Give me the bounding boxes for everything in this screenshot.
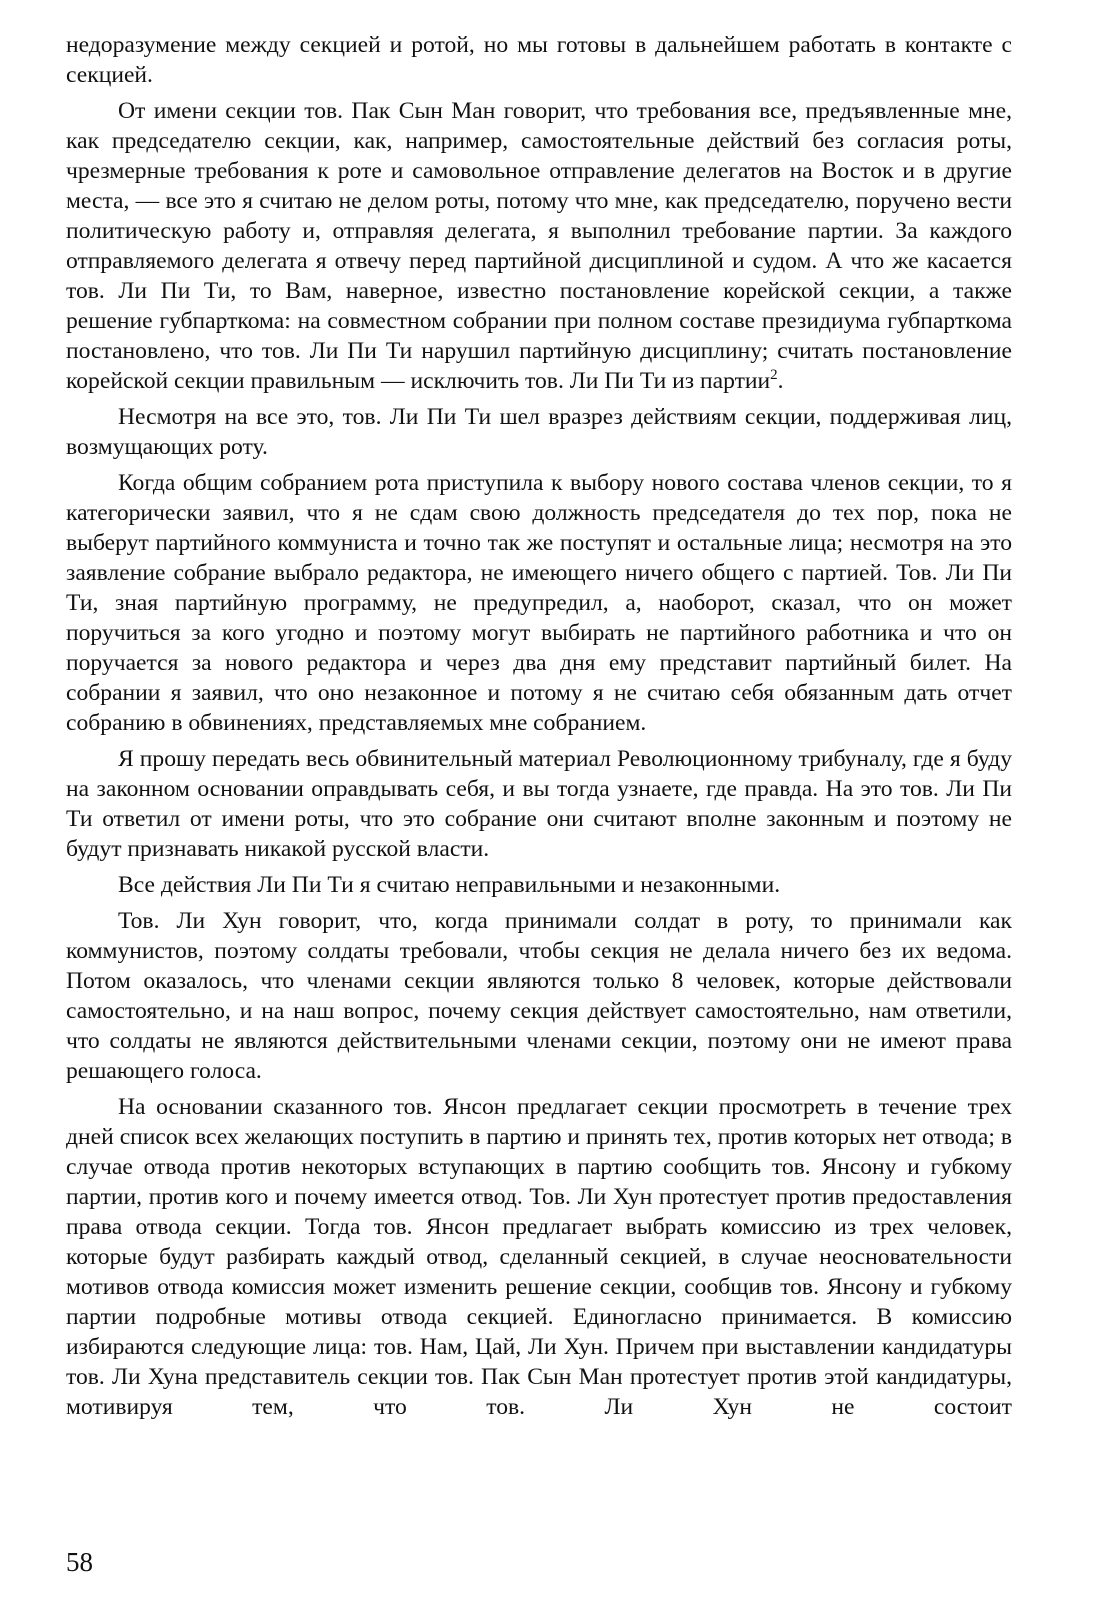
paragraph-8: На основании сказанного тов. Янсон предлагает секции просмотреть в течение трех дней список всех желающих поступить в партию и принять тех, против которых нет отвода; в случае отвода против некоторых вступающих в партию сообщить тов. Янсону и губкому партии, против кого и почему имеется отвод. Тов. Ли Хун протестует против предоставления права отвода секции. Тогда тов. Янсон предлагает выбрать комиссию из трех человек, которые будут разбирать каждый отвод, сделанный секцией, в случае неосновательности мотивов отвода комиссия может изменить решение секции, сообщив тов. Янсону и губкому партии подробные мотивы отвода секцией. Единогласно принимается. В комиссию избираются следующие лица: тов. Нам, Цай, Ли Хун. Причем при выставлении кандидатуры тов. Ли Хуна представитель секции тов. Пак Сын Ман протестует против этой кандидатуры, мотивируя тем, что тов. Ли Хун не состоит [66,1094,1012,1420]
paragraph-1: недоразумение между секцией и ротой, но мы готовы в дальнейшем работать в контакте с секцией. [66,32,1012,88]
paragraph-2 [66,96,1012,396]
paragraph-3: Несмотря на все это, тов. Ли Пи Ти шел вразрез действиям секции, поддерживая лиц, возмущающих роту. [66,404,1012,460]
paragraph-4: Когда общим собранием рота приступила к выбору нового состава членов секции, то я категорически заявил, что я не сдам свою должность председателя до тех пор, пока не выберут партийного коммуниста и точно так же поступят и остальные лица; несмотря на это заявление собрание выбрало редактора, не имеющего ничего общего с партией. Тов. Ли Пи Ти, зная партийную программу, не предупредил, а, наоборот, сказал, что он может поручиться за кого угодно и поэтому могут выбирать не партийного работника и что он поручается за нового редактора и через два дня ему представит партийный билет. На собрании я заявил, что оно незаконное и потому я не считаю себя обязанным дать отчет собранию в обвинениях, представляемых мне собранием. [66,470,1012,736]
paragraph-7: Тов. Ли Хун говорит, что, когда принимали солдат в роту, то принимали как коммунистов, поэтому солдаты требовали, чтобы секция не делала ничего без их ведома. Потом оказалось, что членами секции являются только 8 человек, которые действовали самостоятельно, и на наш вопрос, почему секция действует самостоятельно, нам ответили, что солдаты не являются действительными членами секции, поэтому они не имеют права решающего голоса. [66,908,1012,1084]
paragraph-6: Все действия Ли Пи Ти я считаю неправильными и незаконными. [118,872,781,898]
paragraph-2-end: . [777,368,784,394]
document-page [66,30,1012,1428]
paragraph-2-text: От имени секции тов. Пак Сын Ман говорит, что требования все, предъявленные мне, как председателю секции, как, например, самостоятельные действий без согласия роты, чрезмерные требования к роте и самовольное отправление делегатов на Восток и в другие места, — все это я считаю не делом роты, потому что мне, как председателю, поручено вести политическую работу и, отправляя делегата, я выполнил требование партии. За каждого отправляемого делегата я отвечу перед партийной дисциплиной и судом. А что же касается тов. Ли Пи Ти, то Вам, наверное, известно постановление корейской секции, а также решение губпарткома: на совместном собрании при полном составе президиума губпарткома постановлено, что тов. Ли Пи Ти нарушил партийную дисциплину; считать постановление корейской секции правильным — исключить тов. Ли Пи Ти из партии [66,98,1012,394]
paragraph-5: Я прошу передать весь обвинительный материал Революционному трибуналу, где я буду на законном основании оправдывать себя, и вы тогда узнаете, где правда. На это тов. Ли Пи Ти ответил от имени роты, что это собрание они считают вполне законным и поэтому не будут признавать никакой русской власти. [66,746,1012,862]
footnote-marker[interactable]: 2 [770,367,778,384]
page-number: 58 [66,1547,93,1577]
